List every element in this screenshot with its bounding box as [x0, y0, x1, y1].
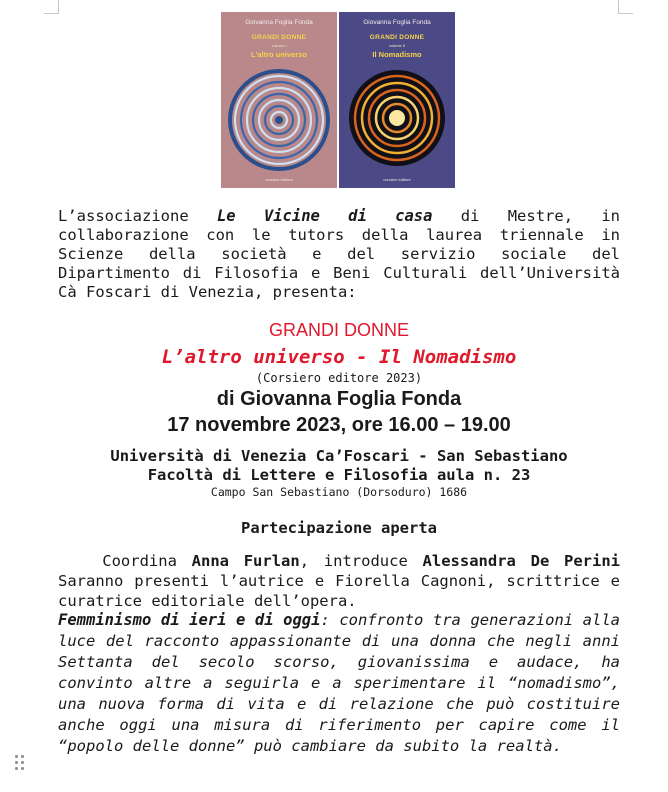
participation-note: Partecipazione aperta [241, 519, 437, 537]
drag-handle-icon[interactable] [15, 755, 27, 775]
introducer-name: Alessandra De Perini [422, 552, 621, 570]
cover-publisher: corsiero editore [383, 177, 411, 182]
coord-text-3: Saranno presenti l’autrice e Fiorella Cagnoni, scrittrice e curatrice editoriale dell’opera. [58, 572, 620, 610]
swirl-illustration [339, 62, 455, 174]
date-time-line: 17 novembre 2023, ore 16.00 – 19.00 [167, 414, 511, 436]
cover-series-title: GRANDI DONNE [251, 34, 307, 41]
cover-subtitle: L'altro universo [251, 50, 307, 59]
venue-university: Università di Venezia Ca’Foscari - San Sebastiano [110, 447, 568, 465]
cover-publisher: corsiero editore [265, 177, 293, 182]
venue-room: Facoltà di Lettere e Filosofia aula n. 23 [147, 466, 531, 484]
page-corner-marker-right [618, 0, 633, 14]
coordinator-name: Anna Furlan [191, 552, 300, 570]
book-cover-volume-1 [221, 12, 337, 188]
book-covers-image [221, 12, 457, 188]
author-line: di Giovanna Foglia Fonda [216, 388, 462, 410]
publisher-note: (Corsiero editore 2023) [255, 371, 423, 385]
coord-text-1: Coordina [102, 552, 192, 570]
intro-text-after: di Mestre, in collaborazione con le tutors della laurea triennale in Scienze della società e del servizio sociale del Dipartimento di Filosofia e Beni Culturali dell’Università Cà Foscari di Venezia, presenta: [58, 207, 620, 301]
description-text: : confronto tra generazioni alla luce del racconto appassionante di una donna che negli anni Settanta del secolo scorso, giovanissima e audace, ha convinto altre a seguirla e a sperimentare il “nomadismo”, una nuova forma di vita e di relazione che può costituire anche oggi una misura di riferimento per capire come il “popolo delle donne” può cambiare da subito la realtà. [58, 611, 620, 755]
coord-text-2: , introduce [299, 552, 423, 570]
event-subtitle: L’altro universo - Il Nomadismo [161, 346, 517, 368]
book-cover-volume-2 [339, 12, 455, 188]
cover-volume: volume I [271, 43, 287, 48]
cover-volume: volume II [388, 43, 406, 48]
intro-text-before: L’associazione [58, 207, 217, 225]
event-title: GRANDI DONNE [268, 320, 409, 340]
labyrinth-illustration [221, 62, 337, 174]
description-paragraph [58, 610, 620, 757]
page-corner-marker-left [44, 0, 59, 14]
intro-paragraph [58, 207, 620, 302]
venue-address: Campo San Sebastiano (Dorsoduro) 1686 [210, 485, 468, 499]
coordination-paragraph [58, 551, 620, 611]
cover-author: Giovanna Foglia Fonda [363, 19, 431, 26]
association-name: Le Vicine di casa [216, 207, 433, 225]
cover-series-title: GRANDI DONNE [369, 34, 425, 41]
cover-author: Giovanna Foglia Fonda [245, 19, 313, 26]
cover-subtitle: Il Nomadismo [372, 50, 422, 59]
description-lead: Femminismo di ieri e di oggi [58, 611, 321, 629]
